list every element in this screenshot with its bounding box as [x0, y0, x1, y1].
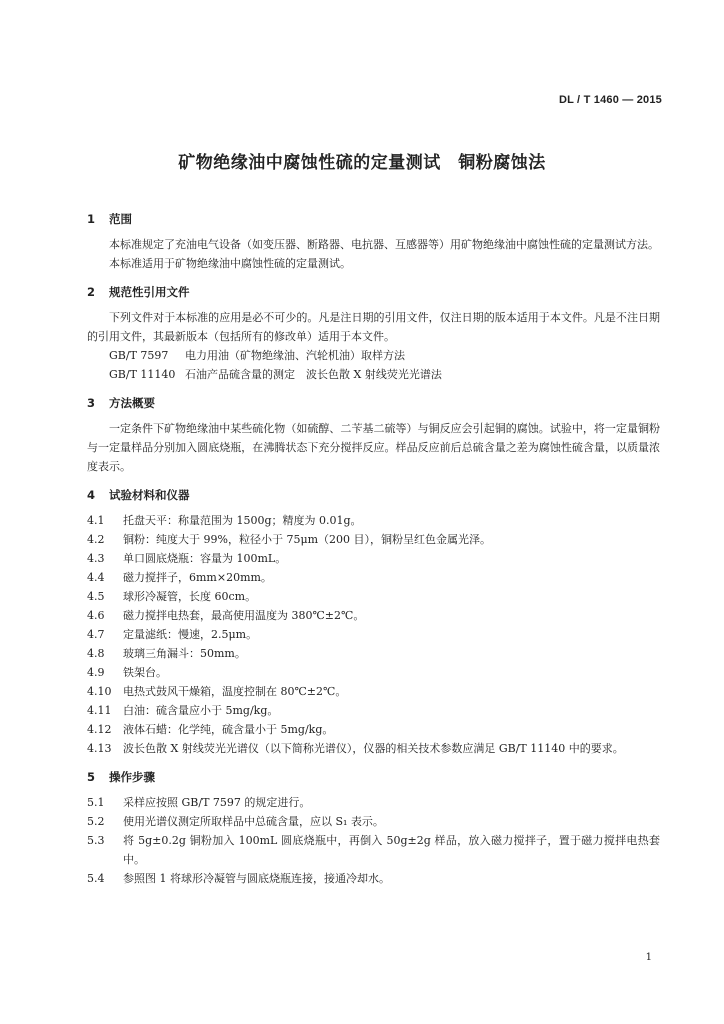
- section-title: 范围: [109, 212, 133, 226]
- clause-text: 铁架台。: [123, 666, 167, 679]
- clause-number: 4.12: [87, 723, 112, 736]
- clause-number: 4.8: [87, 647, 105, 660]
- reference-title: 石油产品硫含量的测定 波长色散 X 射线荧光光谱法: [185, 368, 442, 381]
- document-body: [87, 210, 660, 888]
- document-title: 矿物绝缘油中腐蚀性硫的定量测试 铜粉腐蚀法: [178, 153, 546, 173]
- section-materials-apparatus: [87, 486, 660, 758]
- clause-number: 4.6: [87, 609, 105, 622]
- page-number: 1: [645, 952, 652, 963]
- clause-item: [87, 663, 660, 682]
- clause-number: 4.5: [87, 590, 105, 603]
- clause-number: 4.9: [87, 666, 105, 679]
- clause-text: 磁力搅拌子，6mm×20mm。: [123, 571, 272, 584]
- section-number: 3: [87, 396, 96, 410]
- section-heading: [87, 486, 660, 504]
- clause-number: 5.2: [87, 815, 105, 828]
- section-heading: [87, 394, 660, 412]
- reference-code: GB/T 7597: [109, 349, 169, 362]
- clause-number: 4.10: [87, 685, 112, 698]
- clause-text: 电热式鼓风干燥箱，温度控制在 80℃±2℃。: [123, 685, 347, 698]
- clause-text: 参照图 1 将球形冷凝管与圆底烧瓶连接，接通冷却水。: [123, 872, 390, 885]
- reference-title: 电力用油（矿物绝缘油、汽轮机油）取样方法: [185, 349, 405, 362]
- paragraph: 下列文件对于本标准的应用是必不可少的。凡是注日期的引用文件，仅注日期的版本适用于本文件。凡是不注日期的引用文件，其最新版本（包括所有的修改单）适用于本文件。: [87, 311, 660, 343]
- clause-text: 铜粉：纯度大于 99%，粒径小于 75μm（200 目），铜粉呈红色金属光泽。: [123, 533, 492, 546]
- section-method-summary: [87, 394, 660, 476]
- clause-item: [87, 701, 660, 720]
- clause-item: [87, 682, 660, 701]
- clause-number: 4.11: [87, 704, 112, 717]
- section-procedure: [87, 768, 660, 888]
- section-heading: [87, 210, 660, 228]
- section-heading: [87, 768, 660, 786]
- clause-item: [87, 644, 660, 663]
- section-number: 4: [87, 488, 96, 502]
- clause-number: 4.4: [87, 571, 105, 584]
- clause-item: [87, 568, 660, 587]
- clause-text: 将 5g±0.2g 铜粉加入 100mL 圆底烧瓶中，再倒入 50g±2g 样品，放入磁力搅拌子，置于磁力搅拌电热套中。: [123, 834, 660, 866]
- section-number: 2: [87, 285, 96, 299]
- standard-code: DL / T 1460 — 2015: [558, 94, 662, 106]
- section-normative-references: [87, 283, 660, 384]
- clause-item: [87, 812, 660, 831]
- clause-text: 磁力搅拌电热套，最高使用温度为 380℃±2℃。: [123, 609, 365, 622]
- clause-number: 4.13: [87, 742, 112, 755]
- reference-code: GB/T 11140: [109, 368, 176, 381]
- clause-item: [87, 625, 660, 644]
- clause-item: [87, 511, 660, 530]
- clause-number: 4.7: [87, 628, 105, 641]
- clause-item: [87, 793, 660, 812]
- clause-item: [87, 549, 660, 568]
- reference-line: [87, 346, 660, 365]
- clause-text: 液体石蜡：化学纯，硫含量小于 5mg/kg。: [123, 723, 334, 736]
- clause-item: [87, 869, 660, 888]
- section-title: 试验材料和仪器: [109, 488, 190, 502]
- section-scope: [87, 210, 660, 273]
- clause-item: [87, 720, 660, 739]
- reference-line: [87, 365, 660, 384]
- clause-text: 单口圆底烧瓶：容量为 100mL。: [123, 552, 287, 565]
- clause-text: 采样应按照 GB/T 7597 的规定进行。: [123, 796, 311, 809]
- clause-item: [87, 831, 660, 869]
- clause-item: [87, 587, 660, 606]
- section-number: 1: [87, 212, 96, 226]
- clause-text: 波长色散 X 射线荧光光谱仪（以下简称光谱仪），仪器的相关技术参数应满足 GB/T 11140 中的要求。: [123, 742, 624, 755]
- clause-item: [87, 530, 660, 549]
- clause-text: 定量滤纸：慢速，2.5μm。: [123, 628, 258, 641]
- clause-number: 5.4: [87, 872, 105, 885]
- section-title: 规范性引用文件: [109, 285, 190, 299]
- section-number: 5: [87, 770, 96, 784]
- clause-text: 托盘天平：称量范围为 1500g；精度为 0.01g。: [123, 514, 362, 527]
- clause-text: 球形冷凝管，长度 60cm。: [123, 590, 257, 603]
- clause-number: 4.2: [87, 533, 105, 546]
- clause-text: 使用光谱仪测定所取样品中总硫含量，应以 S₁ 表示。: [123, 815, 384, 828]
- paragraph: 本标准规定了充油电气设备（如变压器、断路器、电抗器、互感器等）用矿物绝缘油中腐蚀性硫的定量测试方法。: [109, 238, 659, 251]
- paragraph: 一定条件下矿物绝缘油中某些硫化物（如硫醇、二苄基二硫等）与铜反应会引起铜的腐蚀。试验中，将一定量铜粉与一定量样品分别加入圆底烧瓶，在沸腾状态下充分搅拌反应。样品反应前后总硫含量之差为腐蚀性硫含量，以质量浓度表示。: [87, 422, 660, 473]
- clause-number: 4.1: [87, 514, 105, 527]
- clause-number: 5.1: [87, 796, 105, 809]
- clause-text: 白油：硫含量应小于 5mg/kg。: [123, 704, 279, 717]
- paragraph: 本标准适用于矿物绝缘油中腐蚀性硫的定量测试。: [109, 257, 351, 270]
- section-title: 方法概要: [109, 396, 156, 410]
- clause-item: [87, 606, 660, 625]
- clause-text: 玻璃三角漏斗：50mm。: [123, 647, 246, 660]
- section-title: 操作步骤: [109, 770, 156, 784]
- clause-number: 5.3: [87, 834, 105, 847]
- section-heading: [87, 283, 660, 301]
- clause-item: [87, 739, 660, 758]
- clause-number: 4.3: [87, 552, 105, 565]
